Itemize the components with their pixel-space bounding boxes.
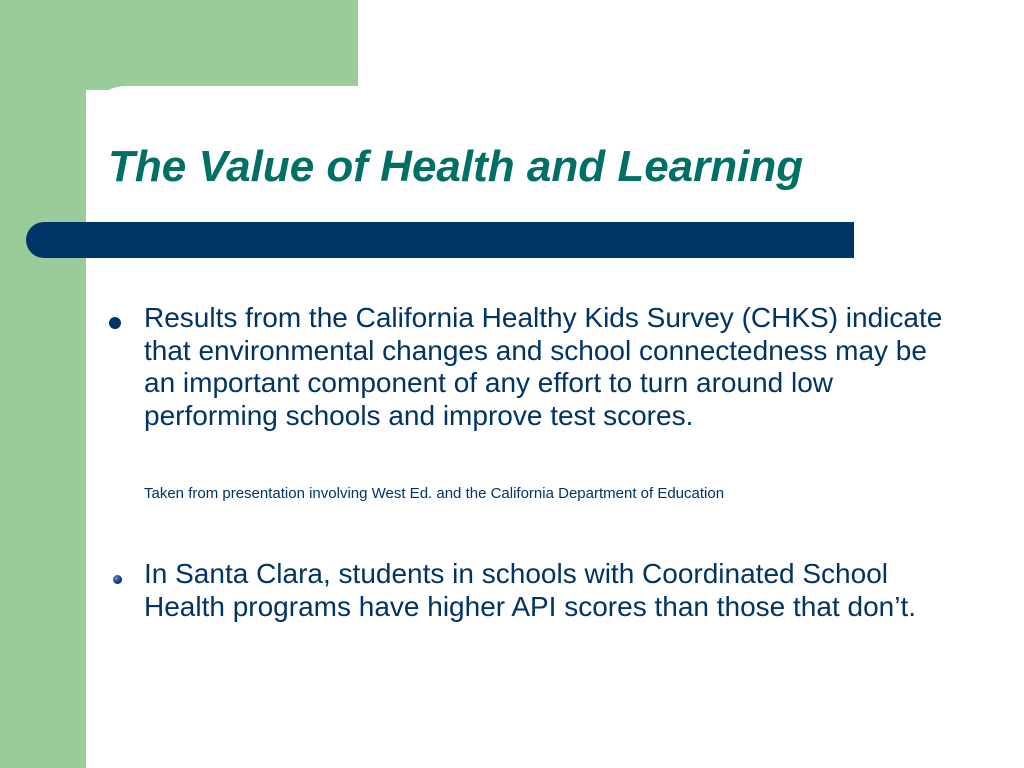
bullet-text: Results from the California Healthy Kids Survey (CHKS) indicate that environmental changes and school connectedness may be an important component of any effort to turn around low performing schools and improve test scores.	[144, 302, 943, 431]
bullet-text: In Santa Clara, students in schools with Coordinated School Health programs have higher API scores than those that don’t.	[144, 558, 917, 622]
source-citation: Taken from presentation involving West Ed. and the California Department of Education	[144, 485, 725, 502]
bullet-dot-icon	[113, 575, 122, 584]
slide-title: The Value of Health and Learning	[108, 142, 804, 191]
bullet-dot-icon	[109, 317, 121, 329]
decorative-green-band-left	[0, 0, 86, 768]
title-underline-bar	[26, 222, 854, 258]
